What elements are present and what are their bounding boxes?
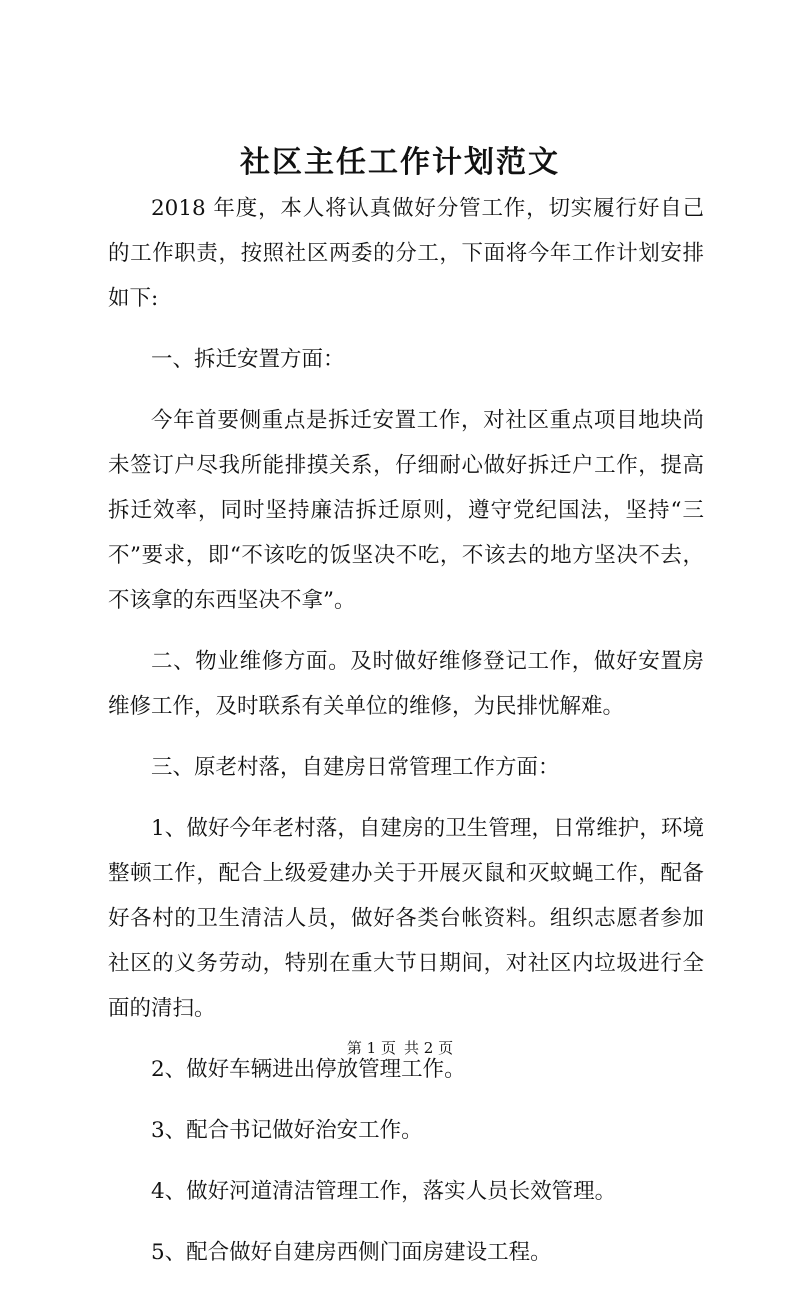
document-body	[108, 186, 704, 1291]
list-item-1: 1、做好今年老村落，自建房的卫生管理，日常维护，环境整顿工作，配合上级爱建办关于开展灭鼠和灭蚊蝇工作，配备好各村的卫生清洁人员，做好各类台帐资料。组织志愿者参加社区的义务劳动，特别在重大节日期间，对社区内垃圾进行全面的清扫。	[108, 816, 704, 1021]
section-heading-relocation: 一、拆迁安置方面：	[151, 347, 345, 372]
paragraph-relocation: 今年首要侧重点是拆迁安置工作，对社区重点项目地块尚未签订户尽我所能排摸关系，仔细耐心做好拆迁户工作，提高拆迁效率，同时坚持廉洁拆迁原则，遵守党纪国法，坚持“三不”要求，即“不该吃的饭坚决不吃，不该去的地方坚决不去，不该拿的东西坚决不拿”。	[108, 408, 704, 613]
list-item-3: 3、配合书记做好治安工作。	[151, 1118, 423, 1143]
paragraph-intro: 2018 年度，本人将认真做好分管工作，切实履行好自己的工作职责，按照社区两委的分工，下面将今年工作计划安排如下:	[108, 196, 704, 311]
paragraph-property-maintenance: 二、物业维修方面。及时做好维修登记工作，做好安置房维修工作，及时联系有关单位的维修，为民排忧解难。	[108, 649, 704, 719]
list-item-5: 5、配合做好自建房西侧门面房建设工程。	[151, 1240, 552, 1265]
document-title: 社区主任工作计划范文	[240, 145, 560, 180]
section-heading-village-management: 三、原老村落，自建房日常管理工作方面：	[151, 755, 560, 780]
page-footer	[0, 1037, 800, 1059]
page-number: 第 1 页	[346, 1039, 396, 1057]
page-total: 共 2 页	[404, 1039, 454, 1057]
list-item-2: 2、做好车辆进出停放管理工作。	[151, 1057, 466, 1082]
list-item-4: 4、做好河道清洁管理工作，落实人员长效管理。	[151, 1179, 617, 1204]
